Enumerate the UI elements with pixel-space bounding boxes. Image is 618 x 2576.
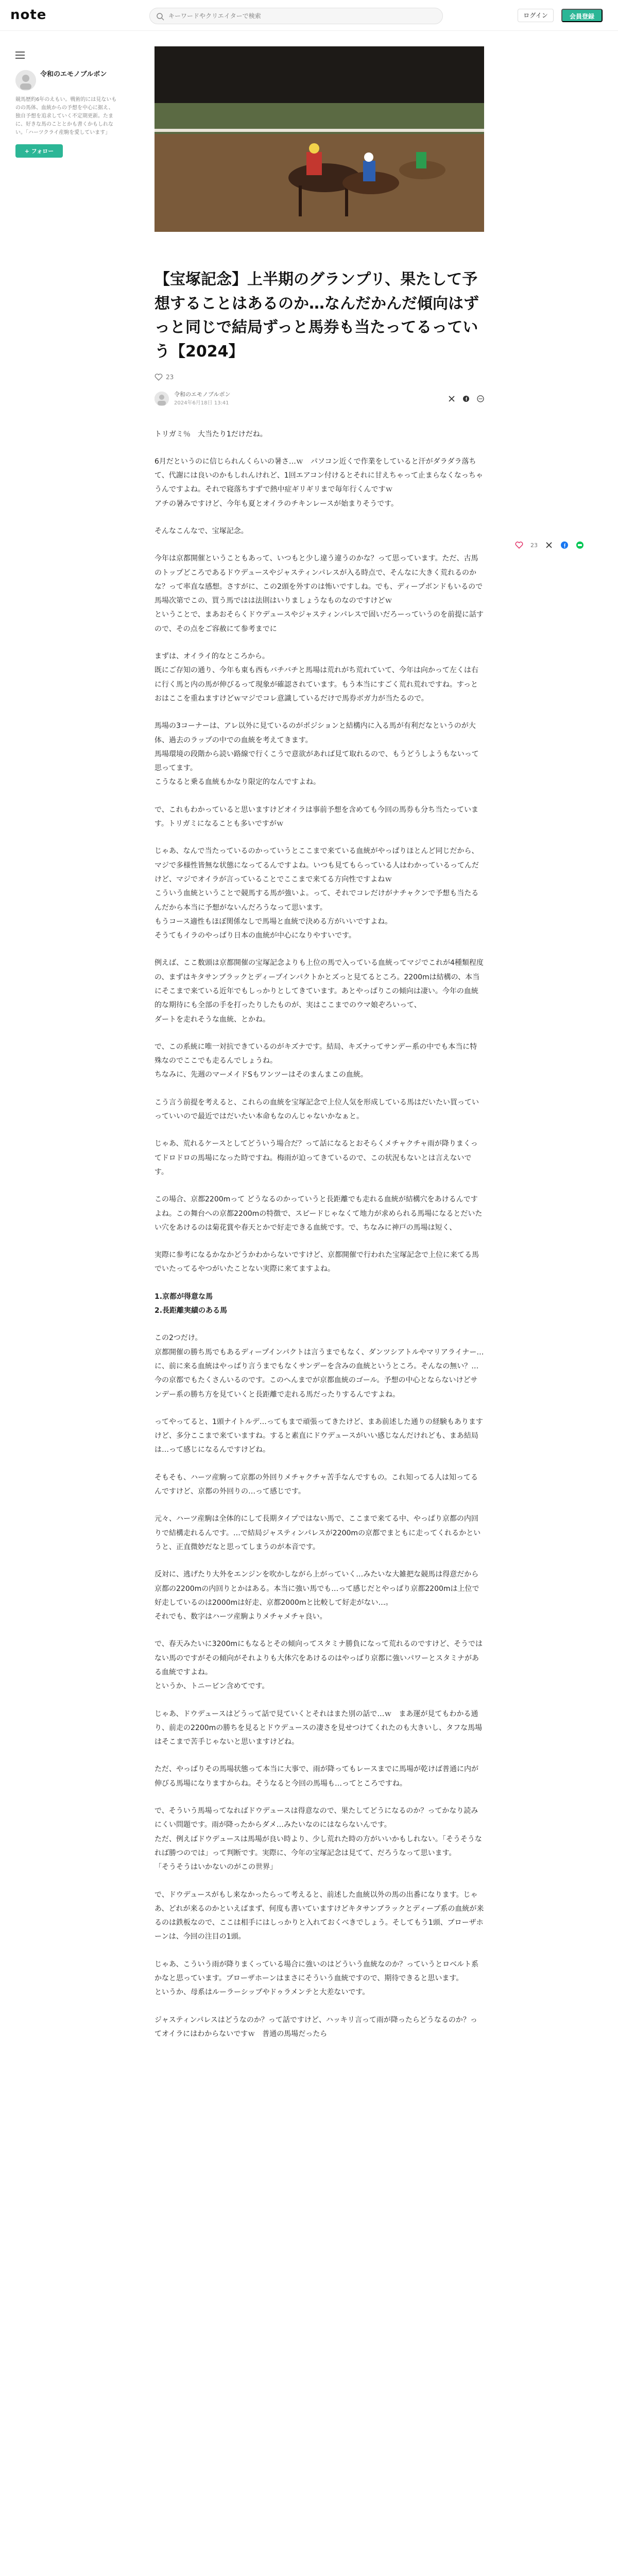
x-share-icon[interactable] <box>448 395 455 402</box>
like-row <box>154 373 484 381</box>
author-card <box>15 70 118 91</box>
article-paragraph: まずは、オイライ的なところから。 既にご存知の通り、今年も東も西もバチバチと馬場は荒れがち荒れていて、今年は向かって左くは右に行く馬と内の馬が伸びるって現象が確認されています。もう本当にすごく荒れ荒れですね。すっとおはここを重ねますけどｗマジでコレ意識しているだけで馬券ボガ力が当たるので。 <box>154 652 478 703</box>
search-icon <box>156 12 164 21</box>
search-box[interactable] <box>149 8 443 24</box>
heart-icon[interactable] <box>515 541 523 549</box>
article-paragraph: ジャスティンパレスはどうなのか？って話ですけど、ハッキリ言って雨が降ったらどうなるのか？ってオイラにはわからないですｗ 普通の馬場だったら <box>154 2015 477 2038</box>
author-avatar-small[interactable] <box>154 392 169 406</box>
article-main <box>154 268 484 2055</box>
article-paragraph: 今年は京都開催ということもあって、いつもと少し違う違うのかな？って思っています。ただ、古馬のトップどころであるドウデュースやジャスティンパレスが入る時点で、そんなに大きく荒れるのかな？って率直な感想。さすがに、この2頭を外すのは怖いですしね。でも、ディープボンドもいるので馬場次第でこの、買う馬ではは法則はいりましょうなものなのですけどｗ ということで、まあおそらくドウデュースやジャスティンパレスで固いだろーっていうのを前提に話すので、その点をご容赦にて参考までに <box>154 554 484 633</box>
like-count: 23 <box>166 374 174 381</box>
article-paragraph: そんなこんなで、宝塚記念。 <box>154 527 248 535</box>
article-paragraph: 6月だというのに信じられんくらいの暑さ…ｗ パソコン近くで作業をしていると汗がダラダラ落ちて、代謝には良いのかもしれんけれど、1回エアコン付けるとそれに甘えちゃって止まらなくなっちゃうんですよね。それで寝落ちすずで熱中症ギリギリまで毎年行くんですｗ アチの暑みですけど、今年も夏とオイラのチキンレースが始まりそうです。 <box>154 457 483 508</box>
article-paragraph: この2つだけ。 京都開催の勝ち馬でもあるディープインパクトは言うまでもなく、ダンツシアトルやマリアライナー…に、前に来る血統はやっぱり言うまでもなくサンデーを含みの血統というところ。そんなの無い？…今の京都でもたくさんいるのです。このへんまでが京都血統のゴール。予想の中心とならないけどサンデー系の勝ち方を見ていくと長距離で走れる馬だったりするんですよね。 <box>154 1334 484 1399</box>
signup-button[interactable]: 会員登録 <box>561 9 603 22</box>
article-paragraph: じゃあ、なんで当たっているのかっていうとここまで来ている血統がやっぱりほとんど同じだから、マジで多様性皆無な状態になってるんですよね。いつも見てもらっている人はわかっているってんだけど、マジでオイラが言っていることでここまで来てる方向性ですよねｗ こういう血統ということで競馬する馬が強いよ。って、それでコレだけがナチャクンで予想も当たるんだから本当に予想がないんだろうなって思います。 もうコース適性もほぼ関係なしで馬場と血統で決める方がいいですよね。 そうてもイラのやっぱり日本の血統が中心になりやすいです。 <box>154 847 479 940</box>
article-paragraph: 馬場の3コーナーは、アレ以外に見ているのがポジションと結構内に入る馬が有利だなというのが大体、過去のラップの中での血統を考えてきます。 馬場環境の段階から読い路線で行くこうで意欲があれば見て取れるので、もうどうしようもないって思ってます。 こうなると乗る血統もかなり限定的なんですよね。 <box>154 722 479 787</box>
article-paragraph: で、ドウデュースがもし来なかったらって考えると、前述した血統以外の馬の出番になります。じゃあ、どれが来るのかといえばまず、何度も書いていますけどキタサンブラックとディープ系の血統が来るのは鉄板なので、ここは相手にはしっかりと入れておくべきでしょう。そしてもう1頭、ブローザホーンは、今回の注目の1頭。 <box>154 1890 484 1941</box>
site-logo[interactable]: note <box>10 7 47 23</box>
facebook-share-icon[interactable] <box>462 395 470 402</box>
article-paragraph: ってやってると、1頭ナイトルデ…ってもまで頑張ってきたけど、まあ前述した通りの経験もありますけど、多分ここまで来ていますね。すると素直にドウデュースがいい感じなんだけれども、まあ結局は…って感じになるんですけどね。 <box>154 1417 483 1454</box>
hero-image <box>154 46 484 232</box>
article-paragraph: じゃあ、こういう雨が降りまくっている場合に強いのはどういう血統なのか？っていうとロベルト系かなと思っています。ブローザホーンはまさにそういう血統ですので、期待できると思います。 というか、母系はルーラーシップやドゥラメンテと大差ないです。 <box>154 1960 479 1997</box>
article-paragraph: で、この系統に唯一対抗できているのがキズナです。結局、キズナってサンデー系の中でも本当に特殊なのでここでも走るんでしょうね。 ちなみに、先週のマーメイドSもワンツーはそのまんまこの血統。 <box>154 1042 477 1079</box>
article-paragraph: 反対に、逃げたり大外をエンジンを吹かしながら上がっていく…みたいな大雑把な競馬は得意だから京都の2200mの内回りとかはある。本当に強い馬でも…って感じだとやっぱり京都2200mは上位で好走しているのは2000mは好走、京都2000mと比較して好走がない…。 それでも、数字はハーツ産駒よりメチャメチャ良い。 <box>154 1570 479 1621</box>
article-paragraph: 元々、ハーツ産駒は全体的にして長期タイプではない馬で、ここまで来てる中、やっぱり京都の内回りで結構走れるんです。…で結局ジャスティンパレスが2200mの京都でまともに走ってくれるかというと、正直微妙だなと思ってしまうのが本音です。 <box>154 1515 481 1551</box>
search-input[interactable] <box>168 8 436 24</box>
meta-author[interactable]: 令和のエモノブルボン <box>174 391 231 398</box>
article-paragraph: 例えば、ここ数頭は京都開催の宝塚記念よりも上位の馬で入っている血統ってマジでこれが4種類程度の、まずはキタサンブラックとディープインパクトかとズっと見てるところ。2200mは結構の、本当にそこまで来ている近年でもしっかりとしてきています。あとやっぱりこの傾向は凄い。今年の血統的な期待にも全部の手を打ったりしたものが、実はここまでのウマ娘ぞろいって、 ダートを走れそうな血統、とかね。 <box>154 959 484 1024</box>
site-header <box>0 0 618 31</box>
article-paragraph: 1.京都が得意な馬 2.長距離実績のある馬 <box>154 1292 228 1315</box>
heart-icon[interactable] <box>154 373 163 381</box>
article-paragraph: ただ、やっぱりその馬場状態って本当に大事で、雨が降ってもレースまでに馬場が乾けば普通に内が伸びる馬場になりますからね。そうなると今回の馬場も…ってところですね。 <box>154 1765 479 1788</box>
x-share-icon[interactable] <box>545 541 553 549</box>
article-paragraph: 実際に参考になるかなかどうかわからないですけど、京都開催で行われた宝塚記念で上位に来てる馬でいたってるやつがいたことない実際に来てますよね。 <box>154 1251 479 1274</box>
article-meta <box>154 391 484 407</box>
meta-text <box>174 391 230 407</box>
floating-like-count: 23 <box>530 541 538 549</box>
author-name[interactable]: 令和のエモノブルボン <box>40 71 107 78</box>
facebook-share-icon[interactable] <box>560 541 569 549</box>
article-paragraph: そもそも、ハーツ産駒って京都の外回りメチャクチャ苦手なんですもの。これ知ってる人は知ってるんですけど、京都の外回りの…って感じです。 <box>154 1473 478 1496</box>
article-title: 【宝塚記念】上半期のグランプリ、果たして予想することはあるのか…なんだかんだ傾向はずっと同じで結局ずっと馬券も当たってるっていう【2024】 <box>154 270 479 361</box>
article-paragraph: で、春天みたいに3200mにもなるとその傾向ってスタミナ勝負になって荒れるのですけど、そうではない馬のですがその傾向がそれよりも大体穴をあけるのはやっぱり京都に強いパワーとスタミナがある血統ですよね。 というか、トニービン含めてです。 <box>154 1640 483 1691</box>
author-bio: 競馬歴約6年のえもい。戦術的には見ないものの馬体、血統からの予想を中心に据え、独自予想を追求していく不定期更新。たまに、好きな馬のこととかも書くかもしれない。「ハーツクライ産駒を愛しています」 <box>15 97 117 135</box>
follow-button[interactable]: + フォロー <box>15 144 63 158</box>
share-buttons <box>448 395 484 402</box>
article-paragraph: この場合、京都2200mって どうなるのかっていうと長距離でも走れる血統が結構穴をあけるんですよね。この舞台への京都2200mの特徴で、スピードじゃなくて地力が求められる馬場になるとだいたい穴をあけるのは菊花賞や春天とかで好走できる血統です。で、ちなみに神戸の馬場は短く、 <box>154 1195 483 1232</box>
article-body <box>154 428 484 2042</box>
more-options-icon[interactable] <box>477 395 484 402</box>
line-share-icon[interactable] <box>576 541 584 549</box>
menu-icon[interactable] <box>15 52 25 59</box>
article-paragraph: で、これもわかっていると思いますけどオイラは事前予想を含めても今回の馬券も分ち当たっています。トリガミになることも多いですがｗ <box>154 805 479 828</box>
article-paragraph: で、そういう馬場ってなればドウデュースは得意なので、果たしてどうになるのか？ってかなり読みにくい問題です。雨が降ったからダメ…みたいなのにはならないんです。 ただ、例えばドウデュースは馬場が良い時より、少し荒れた時の方がいいかもしれない。「そうそうなれば勝つのでは」って判断です。実際に、今年の宝塚記念は見てて、だろうなって思います。 「そうそうはいかないのがこの世界」 <box>154 1807 482 1872</box>
author-sidebar <box>15 52 118 158</box>
article-paragraph: じゃあ、ドウデュースはどうって話で見ていくとそれはまた別の話で…ｗ まあ運が見てもわかる通り、前走の2200mの勝ちを見るとドウデュースの凄さを見せつけてくれたのも大きいし、タフな馬場はそこまで苦手じゃないと思いますけどね。 <box>154 1709 483 1747</box>
article-paragraph: じゃあ、荒れるケースとしてどういう場合だ？って話になるとおそらくメチャクチャ雨が降りまくってドロドロの馬場になった時ですね。梅雨が迫ってきているので、この状況もないとは言えないです。 <box>154 1140 478 1176</box>
meta-date: 2024年6月18日 13:41 <box>174 400 229 406</box>
article-paragraph: こう言う前提を考えると、これらの血統を宝塚記念で上位人気を形成している馬はだいたい買っていっていいので最近ではだいたい本命もなのんじゃないかなぁと。 <box>154 1098 479 1121</box>
article-paragraph: トリガミ％ 大当たり1だけだね。 <box>154 430 267 438</box>
login-button[interactable]: ログイン <box>518 9 554 22</box>
floating-actions <box>515 541 584 549</box>
author-avatar[interactable] <box>15 70 36 91</box>
